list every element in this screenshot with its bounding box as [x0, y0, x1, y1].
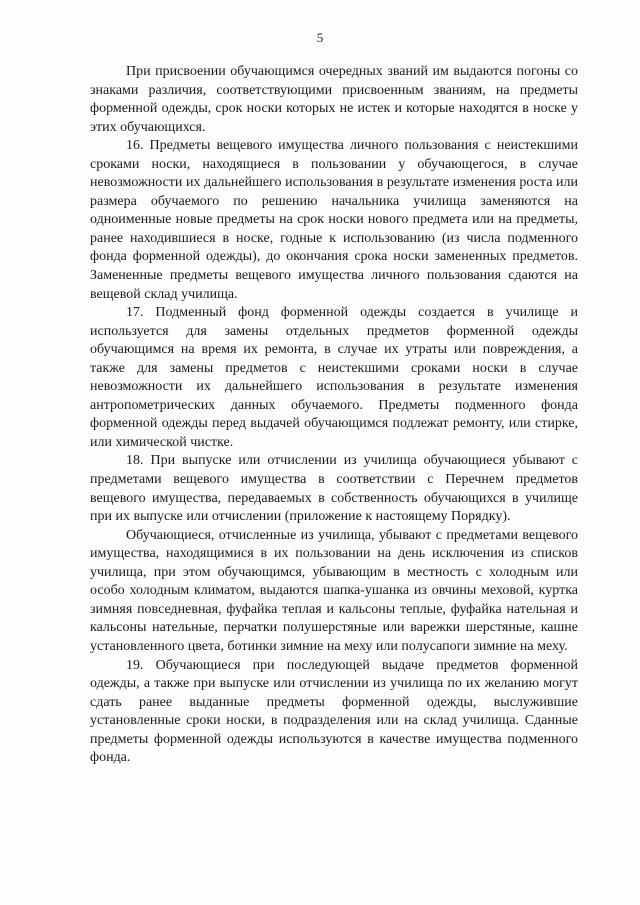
page-number: 5: [316, 30, 324, 45]
paragraph-18: 18. При выпуске или отчислении из училища обучающиеся убывают с предметами вещевого имущества в соответствии с Перечнем предметов вещевого имущества, передаваемых в собственность обучающихся в училище при их выпуске или отчислении (приложение к настоящему Порядку).: [90, 453, 578, 525]
paragraph-expelled-students: Обучающиеся, отчисленные из училища, убывают с предметами вещевого имущества, находящимися в их пользовании на день исключения из списков училища, при этом обучающимся, убывающим в местность с холодным или особо холодным климатом, выдаются шапка-ушанка из овчины меховой, куртка зимняя повседневная, фуфайка теплая и кальсоны теплые, фуфайка нательная и кальсоны нательные, перчатки полушерстяные или варежки шерстяные, кашне установленного цвета, ботинки зимние на меху или полусапоги зимние на меху.: [90, 527, 578, 654]
document-body: [90, 63, 578, 768]
paragraph-19: 19. Обучающиеся при последующей выдаче предметов форменной одежды, а также при выпуске или отчислении из училища по их желанию могут сдать ранее выданные предметы форменной одежды, выслужившие установленные сроки носки, в подразделения или на склад училища. Сданные предметы форменной одежды используются в качестве имущества подменного фонда.: [90, 657, 578, 766]
paragraph-16: 16. Предметы вещевого имущества личного пользования с неистекшими сроками носки, находящиеся в пользовании у обучающегося, в случае невозможности их дальнейшего использования в результате изменения роста или размера обучаемого по решению начальника училища заменяются на одноименные новые предметы на срок носки нового предмета или на предметы, ранее находившиеся в носке, годные к использованию (из числа подменного фонда форменной одежды), до окончания срока носки замененных предметов. Замененные предметы вещевого имущества личного пользования сдаются на вещевой склад училища.: [90, 138, 578, 302]
paragraph-rank-insignia: При присвоении обучающимся очередных званий им выдаются погоны со знаками различия, соответствующими присвоенным званиям, на предметы форменной одежды, срок носки которых не истек и которые находятся в носке у этих обучающихся.: [90, 64, 578, 135]
paragraph-17: 17. Подменный фонд форменной одежды создается в училище и используется для замены отдельных предметов форменной одежды обучающимся на время их ремонта, в случае их утраты или повреждения, а также для замены предметов с неистекшими сроками носки в случае невозможности их дальнейшего использования в результате изменения антропометрических данных обучаемого. Предметы подменного фонда форменной одежды перед выдачей обучающимся подлежат ремонту, или стирке, или химической чистке.: [90, 305, 578, 450]
